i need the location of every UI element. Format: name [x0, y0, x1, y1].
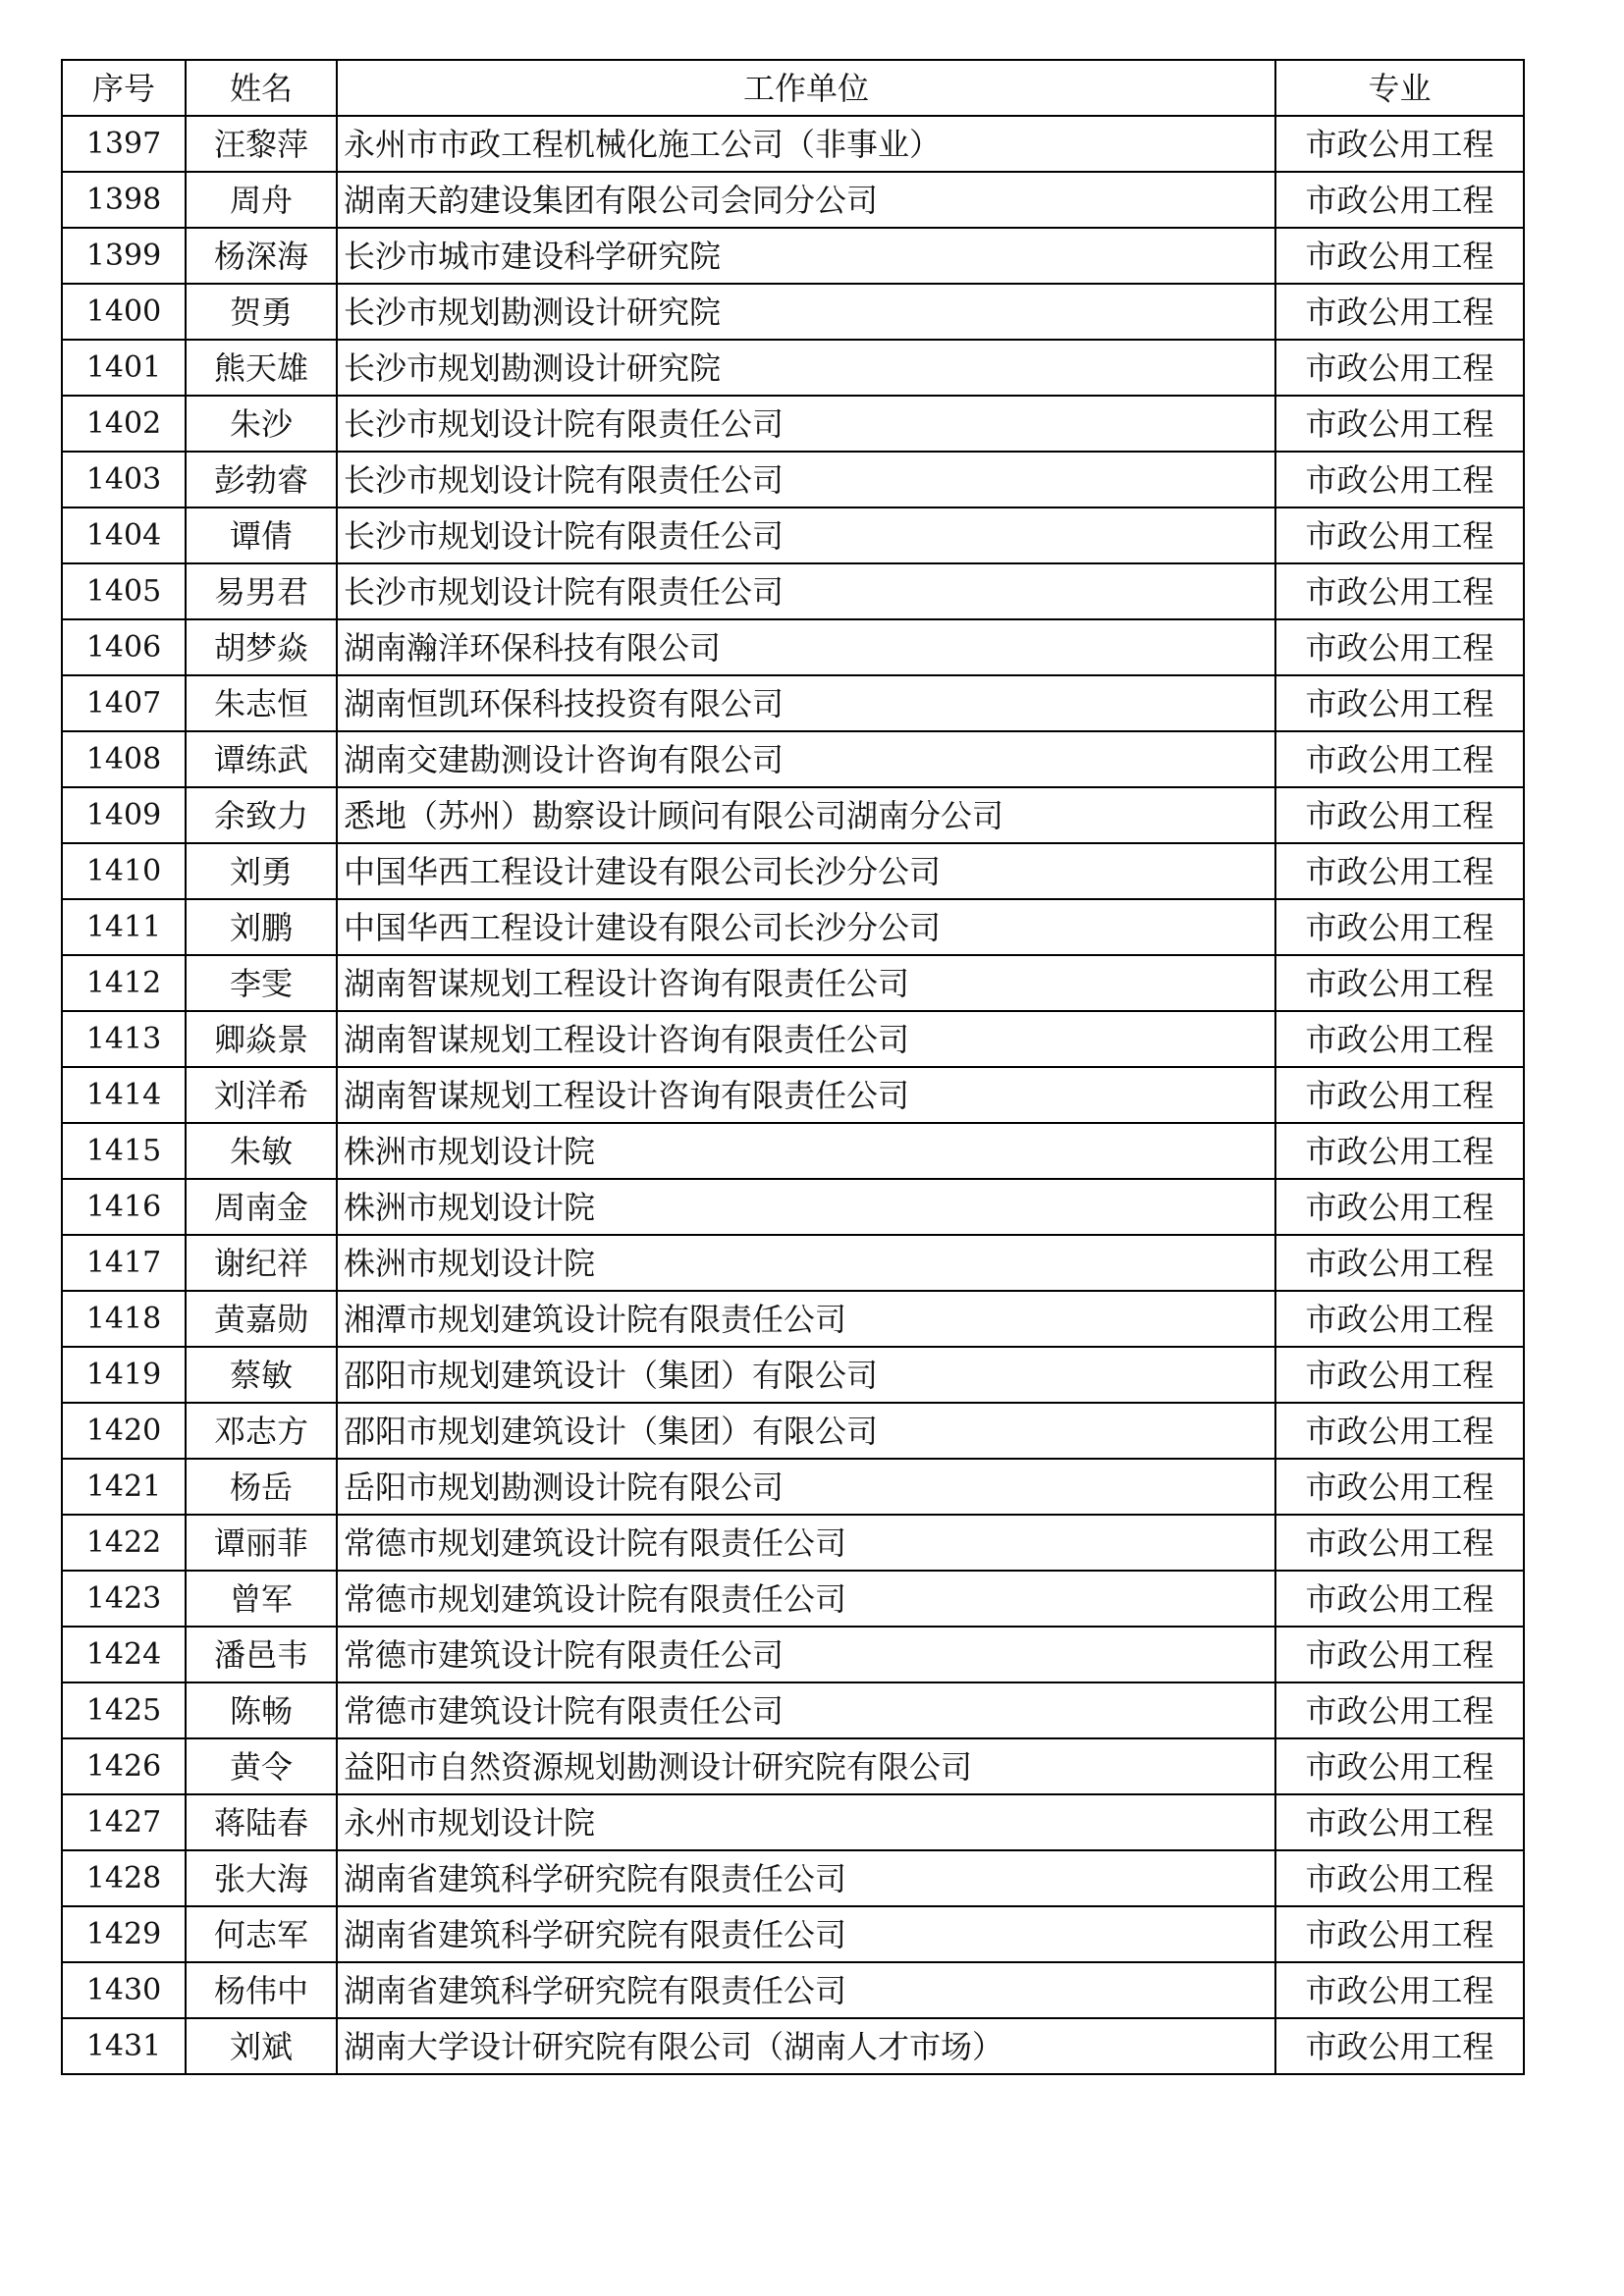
table-row: [62, 563, 1524, 619]
row-org: 长沙市规划设计院有限责任公司: [337, 452, 1275, 507]
row-name: 谭练武: [186, 731, 337, 787]
table-row: [62, 284, 1524, 340]
header-row: [62, 60, 1524, 116]
table-row: [62, 1794, 1524, 1850]
row-org: 长沙市城市建设科学研究院: [337, 228, 1275, 284]
row-name: 朱敏: [186, 1123, 337, 1179]
table-row: [62, 340, 1524, 396]
row-name: 刘勇: [186, 843, 337, 899]
table-row: [62, 507, 1524, 563]
row-org: 岳阳市规划勘测设计院有限公司: [337, 1459, 1275, 1515]
row-index: 1408: [62, 731, 186, 787]
table-row: [62, 899, 1524, 955]
row-org: 长沙市规划设计院有限责任公司: [337, 563, 1275, 619]
row-index: 1404: [62, 507, 186, 563]
row-major: 市政公用工程: [1275, 1794, 1524, 1850]
table-row: [62, 1123, 1524, 1179]
row-major: 市政公用工程: [1275, 1067, 1524, 1123]
row-org: 湖南智谋规划工程设计咨询有限责任公司: [337, 1067, 1275, 1123]
table-row: [62, 1962, 1524, 2018]
row-org: 永州市市政工程机械化施工公司（非事业）: [337, 116, 1275, 172]
row-name: 邓志方: [186, 1403, 337, 1459]
row-index: 1412: [62, 955, 186, 1011]
row-name: 余致力: [186, 787, 337, 843]
row-name: 张大海: [186, 1850, 337, 1906]
row-major: 市政公用工程: [1275, 675, 1524, 731]
personnel-table: [61, 59, 1525, 2075]
row-org: 湖南大学设计研究院有限公司（湖南人才市场）: [337, 2018, 1275, 2074]
row-name: 李雯: [186, 955, 337, 1011]
row-index: 1431: [62, 2018, 186, 2074]
row-major: 市政公用工程: [1275, 1906, 1524, 1962]
row-org: 长沙市规划勘测设计研究院: [337, 340, 1275, 396]
row-major: 市政公用工程: [1275, 1179, 1524, 1235]
row-index: 1430: [62, 1962, 186, 2018]
row-name: 潘邑韦: [186, 1627, 337, 1682]
table-row: [62, 1738, 1524, 1794]
row-org: 株洲市规划设计院: [337, 1235, 1275, 1291]
row-major: 市政公用工程: [1275, 955, 1524, 1011]
table-row: [62, 1571, 1524, 1627]
table-row: [62, 1291, 1524, 1347]
row-index: 1424: [62, 1627, 186, 1682]
row-name: 朱沙: [186, 396, 337, 452]
table-row: [62, 675, 1524, 731]
row-name: 黄嘉勋: [186, 1291, 337, 1347]
row-index: 1407: [62, 675, 186, 731]
row-org: 中国华西工程设计建设有限公司长沙分公司: [337, 899, 1275, 955]
row-major: 市政公用工程: [1275, 2018, 1524, 2074]
row-name: 刘洋希: [186, 1067, 337, 1123]
table-row: [62, 1459, 1524, 1515]
row-index: 1401: [62, 340, 186, 396]
row-org: 悉地（苏州）勘察设计顾问有限公司湖南分公司: [337, 787, 1275, 843]
row-name: 刘鹏: [186, 899, 337, 955]
table-row: [62, 116, 1524, 172]
row-index: 1429: [62, 1906, 186, 1962]
row-index: 1427: [62, 1794, 186, 1850]
row-org: 常德市规划建筑设计院有限责任公司: [337, 1515, 1275, 1571]
row-name: 黄令: [186, 1738, 337, 1794]
row-name: 熊天雄: [186, 340, 337, 396]
table-row: [62, 1011, 1524, 1067]
row-name: 谭丽菲: [186, 1515, 337, 1571]
table-row: [62, 1235, 1524, 1291]
row-index: 1422: [62, 1515, 186, 1571]
row-org: 湖南天韵建设集团有限公司会同分公司: [337, 172, 1275, 228]
row-name: 胡梦焱: [186, 619, 337, 675]
header-org: 工作单位: [337, 60, 1275, 116]
row-index: 1419: [62, 1347, 186, 1403]
table-row: [62, 1403, 1524, 1459]
row-org: 长沙市规划设计院有限责任公司: [337, 507, 1275, 563]
row-org: 永州市规划设计院: [337, 1794, 1275, 1850]
row-index: 1418: [62, 1291, 186, 1347]
row-index: 1403: [62, 452, 186, 507]
row-org: 常德市建筑设计院有限责任公司: [337, 1627, 1275, 1682]
row-name: 曾军: [186, 1571, 337, 1627]
row-index: 1411: [62, 899, 186, 955]
row-name: 蒋陆春: [186, 1794, 337, 1850]
table-row: [62, 2018, 1524, 2074]
row-name: 何志军: [186, 1906, 337, 1962]
row-major: 市政公用工程: [1275, 228, 1524, 284]
table-row: [62, 1067, 1524, 1123]
row-org: 长沙市规划勘测设计研究院: [337, 284, 1275, 340]
row-index: 1421: [62, 1459, 186, 1515]
row-org: 湖南恒凯环保科技投资有限公司: [337, 675, 1275, 731]
row-major: 市政公用工程: [1275, 1850, 1524, 1906]
table-row: [62, 619, 1524, 675]
row-index: 1405: [62, 563, 186, 619]
row-name: 刘斌: [186, 2018, 337, 2074]
row-index: 1400: [62, 284, 186, 340]
row-org: 湖南智谋规划工程设计咨询有限责任公司: [337, 1011, 1275, 1067]
row-major: 市政公用工程: [1275, 1235, 1524, 1291]
row-index: 1423: [62, 1571, 186, 1627]
table-row: [62, 1347, 1524, 1403]
row-major: 市政公用工程: [1275, 284, 1524, 340]
row-name: 杨岳: [186, 1459, 337, 1515]
row-major: 市政公用工程: [1275, 1347, 1524, 1403]
row-name: 谭倩: [186, 507, 337, 563]
row-org: 株洲市规划设计院: [337, 1179, 1275, 1235]
row-org: 湖南省建筑科学研究院有限责任公司: [337, 1962, 1275, 2018]
table-row: [62, 396, 1524, 452]
table-row: [62, 1682, 1524, 1738]
row-index: 1420: [62, 1403, 186, 1459]
row-major: 市政公用工程: [1275, 1459, 1524, 1515]
row-name: 卿焱景: [186, 1011, 337, 1067]
table-row: [62, 1906, 1524, 1962]
row-org: 湖南省建筑科学研究院有限责任公司: [337, 1906, 1275, 1962]
row-org: 湖南交建勘测设计咨询有限公司: [337, 731, 1275, 787]
row-major: 市政公用工程: [1275, 1571, 1524, 1627]
table-row: [62, 1627, 1524, 1682]
table-row: [62, 787, 1524, 843]
table-row: [62, 731, 1524, 787]
row-major: 市政公用工程: [1275, 116, 1524, 172]
row-index: 1415: [62, 1123, 186, 1179]
header-name: 姓名: [186, 60, 337, 116]
row-name: 贺勇: [186, 284, 337, 340]
row-major: 市政公用工程: [1275, 1738, 1524, 1794]
row-index: 1413: [62, 1011, 186, 1067]
row-org: 长沙市规划设计院有限责任公司: [337, 396, 1275, 452]
row-major: 市政公用工程: [1275, 731, 1524, 787]
row-name: 陈畅: [186, 1682, 337, 1738]
row-major: 市政公用工程: [1275, 340, 1524, 396]
row-index: 1397: [62, 116, 186, 172]
row-major: 市政公用工程: [1275, 172, 1524, 228]
row-index: 1416: [62, 1179, 186, 1235]
row-major: 市政公用工程: [1275, 1515, 1524, 1571]
row-index: 1410: [62, 843, 186, 899]
row-name: 蔡敏: [186, 1347, 337, 1403]
row-index: 1398: [62, 172, 186, 228]
row-org: 邵阳市规划建筑设计（集团）有限公司: [337, 1403, 1275, 1459]
row-name: 彭勃睿: [186, 452, 337, 507]
table-row: [62, 452, 1524, 507]
row-name: 周南金: [186, 1179, 337, 1235]
row-org: 常德市规划建筑设计院有限责任公司: [337, 1571, 1275, 1627]
row-major: 市政公用工程: [1275, 452, 1524, 507]
table-row: [62, 228, 1524, 284]
table-row: [62, 1515, 1524, 1571]
row-name: 杨伟中: [186, 1962, 337, 2018]
row-org: 湖南瀚洋环保科技有限公司: [337, 619, 1275, 675]
row-org: 湖南省建筑科学研究院有限责任公司: [337, 1850, 1275, 1906]
table-body: [62, 116, 1524, 2074]
row-major: 市政公用工程: [1275, 1403, 1524, 1459]
row-major: 市政公用工程: [1275, 619, 1524, 675]
row-index: 1409: [62, 787, 186, 843]
row-name: 周舟: [186, 172, 337, 228]
row-name: 杨深海: [186, 228, 337, 284]
row-index: 1406: [62, 619, 186, 675]
row-name: 汪黎萍: [186, 116, 337, 172]
row-major: 市政公用工程: [1275, 563, 1524, 619]
row-org: 中国华西工程设计建设有限公司长沙分公司: [337, 843, 1275, 899]
row-org: 邵阳市规划建筑设计（集团）有限公司: [337, 1347, 1275, 1403]
row-name: 易男君: [186, 563, 337, 619]
row-org: 常德市建筑设计院有限责任公司: [337, 1682, 1275, 1738]
row-major: 市政公用工程: [1275, 1962, 1524, 2018]
row-name: 朱志恒: [186, 675, 337, 731]
table-row: [62, 1850, 1524, 1906]
row-major: 市政公用工程: [1275, 1123, 1524, 1179]
table-row: [62, 955, 1524, 1011]
table-header: [62, 60, 1524, 116]
row-major: 市政公用工程: [1275, 1011, 1524, 1067]
row-index: 1425: [62, 1682, 186, 1738]
row-major: 市政公用工程: [1275, 507, 1524, 563]
row-major: 市政公用工程: [1275, 396, 1524, 452]
row-index: 1428: [62, 1850, 186, 1906]
row-major: 市政公用工程: [1275, 1682, 1524, 1738]
row-index: 1414: [62, 1067, 186, 1123]
row-major: 市政公用工程: [1275, 843, 1524, 899]
header-major: 专业: [1275, 60, 1524, 116]
row-org: 湖南智谋规划工程设计咨询有限责任公司: [337, 955, 1275, 1011]
row-major: 市政公用工程: [1275, 1627, 1524, 1682]
table-row: [62, 843, 1524, 899]
row-index: 1426: [62, 1738, 186, 1794]
table-row: [62, 172, 1524, 228]
row-major: 市政公用工程: [1275, 1291, 1524, 1347]
row-major: 市政公用工程: [1275, 899, 1524, 955]
row-major: 市政公用工程: [1275, 787, 1524, 843]
row-index: 1402: [62, 396, 186, 452]
row-org: 湘潭市规划建筑设计院有限责任公司: [337, 1291, 1275, 1347]
row-name: 谢纪祥: [186, 1235, 337, 1291]
header-index: 序号: [62, 60, 186, 116]
row-org: 株洲市规划设计院: [337, 1123, 1275, 1179]
row-index: 1399: [62, 228, 186, 284]
table-row: [62, 1179, 1524, 1235]
row-org: 益阳市自然资源规划勘测设计研究院有限公司: [337, 1738, 1275, 1794]
row-index: 1417: [62, 1235, 186, 1291]
